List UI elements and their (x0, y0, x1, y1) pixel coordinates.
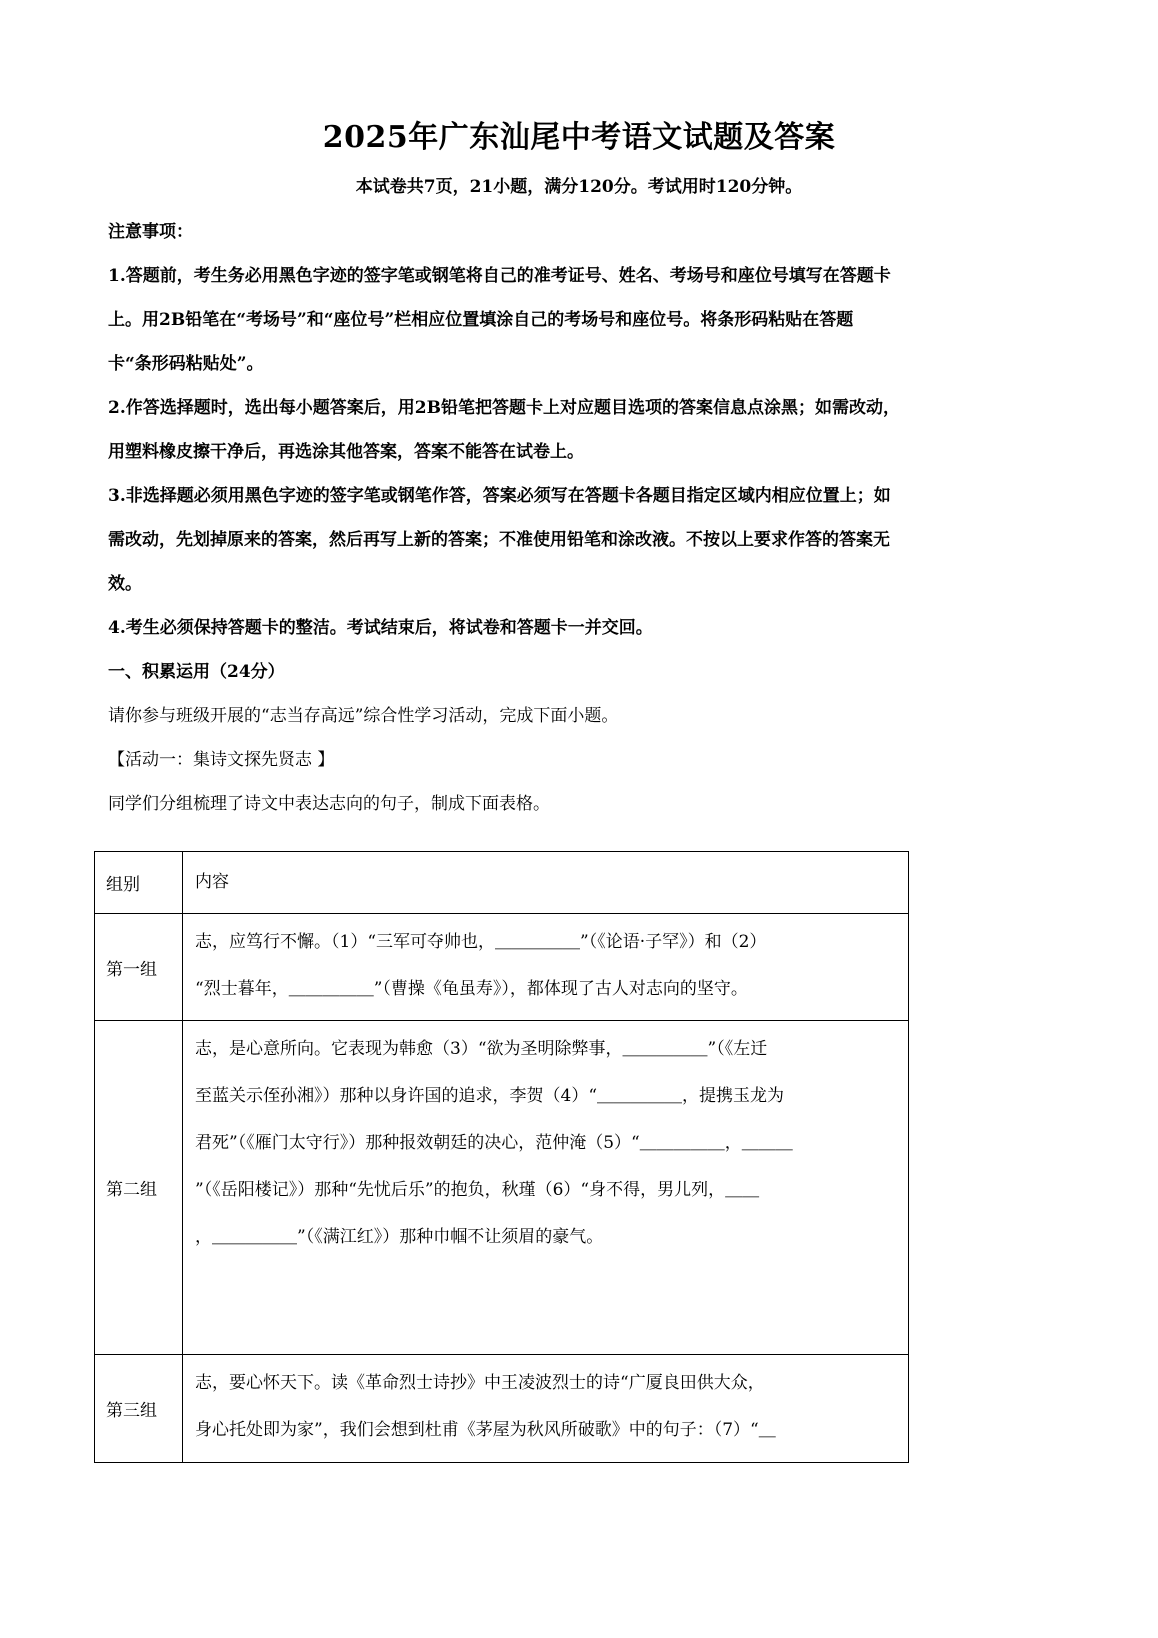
notice-2-line-2: 用塑料橡皮擦干净后，再选涂其他答案，答案不能答在试卷上。 (108, 442, 584, 462)
group-1-label: 第一组 (95, 914, 183, 1021)
group-3-line-1: 志，要心怀天下。读《革命烈士诗抄》中王凌波烈士的诗“广厦良田供大众， (195, 1373, 765, 1393)
table-row (95, 1021, 909, 1355)
group-2-label: 第二组 (95, 1021, 183, 1355)
group-2-content (183, 1021, 909, 1355)
exam-info-subtitle: 本试卷共7页，21小题，满分120分。考试用时120分钟。 (355, 177, 803, 197)
table-row (95, 914, 909, 1021)
table-intro: 同学们分组梳理了诗文中表达志向的句子，制成下面表格。 (108, 794, 550, 814)
group-2-line-4: ”（《岳阳楼记》）那种“先忧后乐”的抱负，秋瑾（6）“身不得，男儿列，＿＿ (195, 1180, 760, 1200)
activity-intro: 请你参与班级开展的“志当存高远”综合性学习活动，完成下面小题。 (108, 706, 619, 726)
group-1-content (183, 914, 909, 1021)
page-title: 2025年广东汕尾中考语文试题及答案 (322, 120, 836, 155)
notice-3-line-2: 需改动，先划掉原来的答案，然后再写上新的答案；不准使用铅笔和涂改液。不按以上要求作答的答案无 (108, 530, 890, 550)
notice-1-line-2: 上。用2B铅笔在“考场号”和“座位号”栏相应位置填涂自己的考场号和座位号。将条形码粘贴在答题 (108, 310, 854, 330)
activity-1-heading: 【活动一：集诗文探先贤志 】 (108, 750, 335, 770)
notice-heading: 注意事项： (108, 222, 193, 242)
header-content-label: 内容 (195, 872, 229, 892)
notice-1-line-3: 卡“条形码粘贴处”。 (108, 354, 264, 374)
notice-3-line-3: 效。 (108, 574, 142, 594)
header-content-cell (183, 852, 909, 914)
notice-1-line-1: 1.答题前，考生务必用黑色字迹的签字笔或钢笔将自己的准考证号、姓名、考场号和座位号填写在答题卡 (108, 266, 891, 286)
group-2-line-1: 志，是心意所向。它表现为韩愈（3）“欲为圣明除弊事，＿＿＿＿＿”（《左迁 (195, 1039, 768, 1059)
group-2-line-2: 至蓝关示侄孙湘》）那种以身许国的追求，李贺（4）“＿＿＿＿＿，提携玉龙为 (195, 1086, 785, 1106)
header-group-cell: 组别 (95, 852, 183, 914)
table-header-row (95, 852, 909, 914)
group-3-content (183, 1355, 909, 1463)
group-2-line-3: 君死”（《雁门太守行》）那种报效朝廷的决心，范仲淹（5）“＿＿＿＿＿，＿＿＿ (195, 1133, 793, 1153)
group-3-label: 第三组 (95, 1355, 183, 1463)
group-1-line-2: “烈士暮年，＿＿＿＿＿”（曹操《龟虽寿》），都体现了古人对志向的坚守。 (195, 979, 748, 999)
group-2-line-5: ，＿＿＿＿＿”（《满江红》）那种巾帼不让须眉的豪气。 (195, 1227, 604, 1247)
notice-2-line-1: 2.作答选择题时，选出每小题答案后，用2B铅笔把答题卡上对应题目选项的答案信息点涂黑；如需改动， (108, 398, 900, 418)
notice-4-line-1: 4.考生必须保持答题卡的整洁。考试结束后，将试卷和答题卡一并交回。 (108, 618, 653, 638)
group-3-line-2: 身心托处即为家”，我们会想到杜甫《茅屋为秋风所破歌》中的句子：（7）“＿ (195, 1420, 776, 1440)
table-row (95, 1355, 909, 1463)
poetry-table (94, 851, 909, 1463)
section-1-heading: 一、积累运用（24分） (108, 662, 285, 682)
group-1-line-1: 志，应笃行不懈。（1）“三军可夺帅也，＿＿＿＿＿”（《论语·子罕》）和（2） (195, 932, 767, 952)
notice-3-line-1: 3.非选择题必须用黑色字迹的签字笔或钢笔作答，答案必须写在答题卡各题目指定区域内相应位置上；如 (108, 486, 891, 506)
